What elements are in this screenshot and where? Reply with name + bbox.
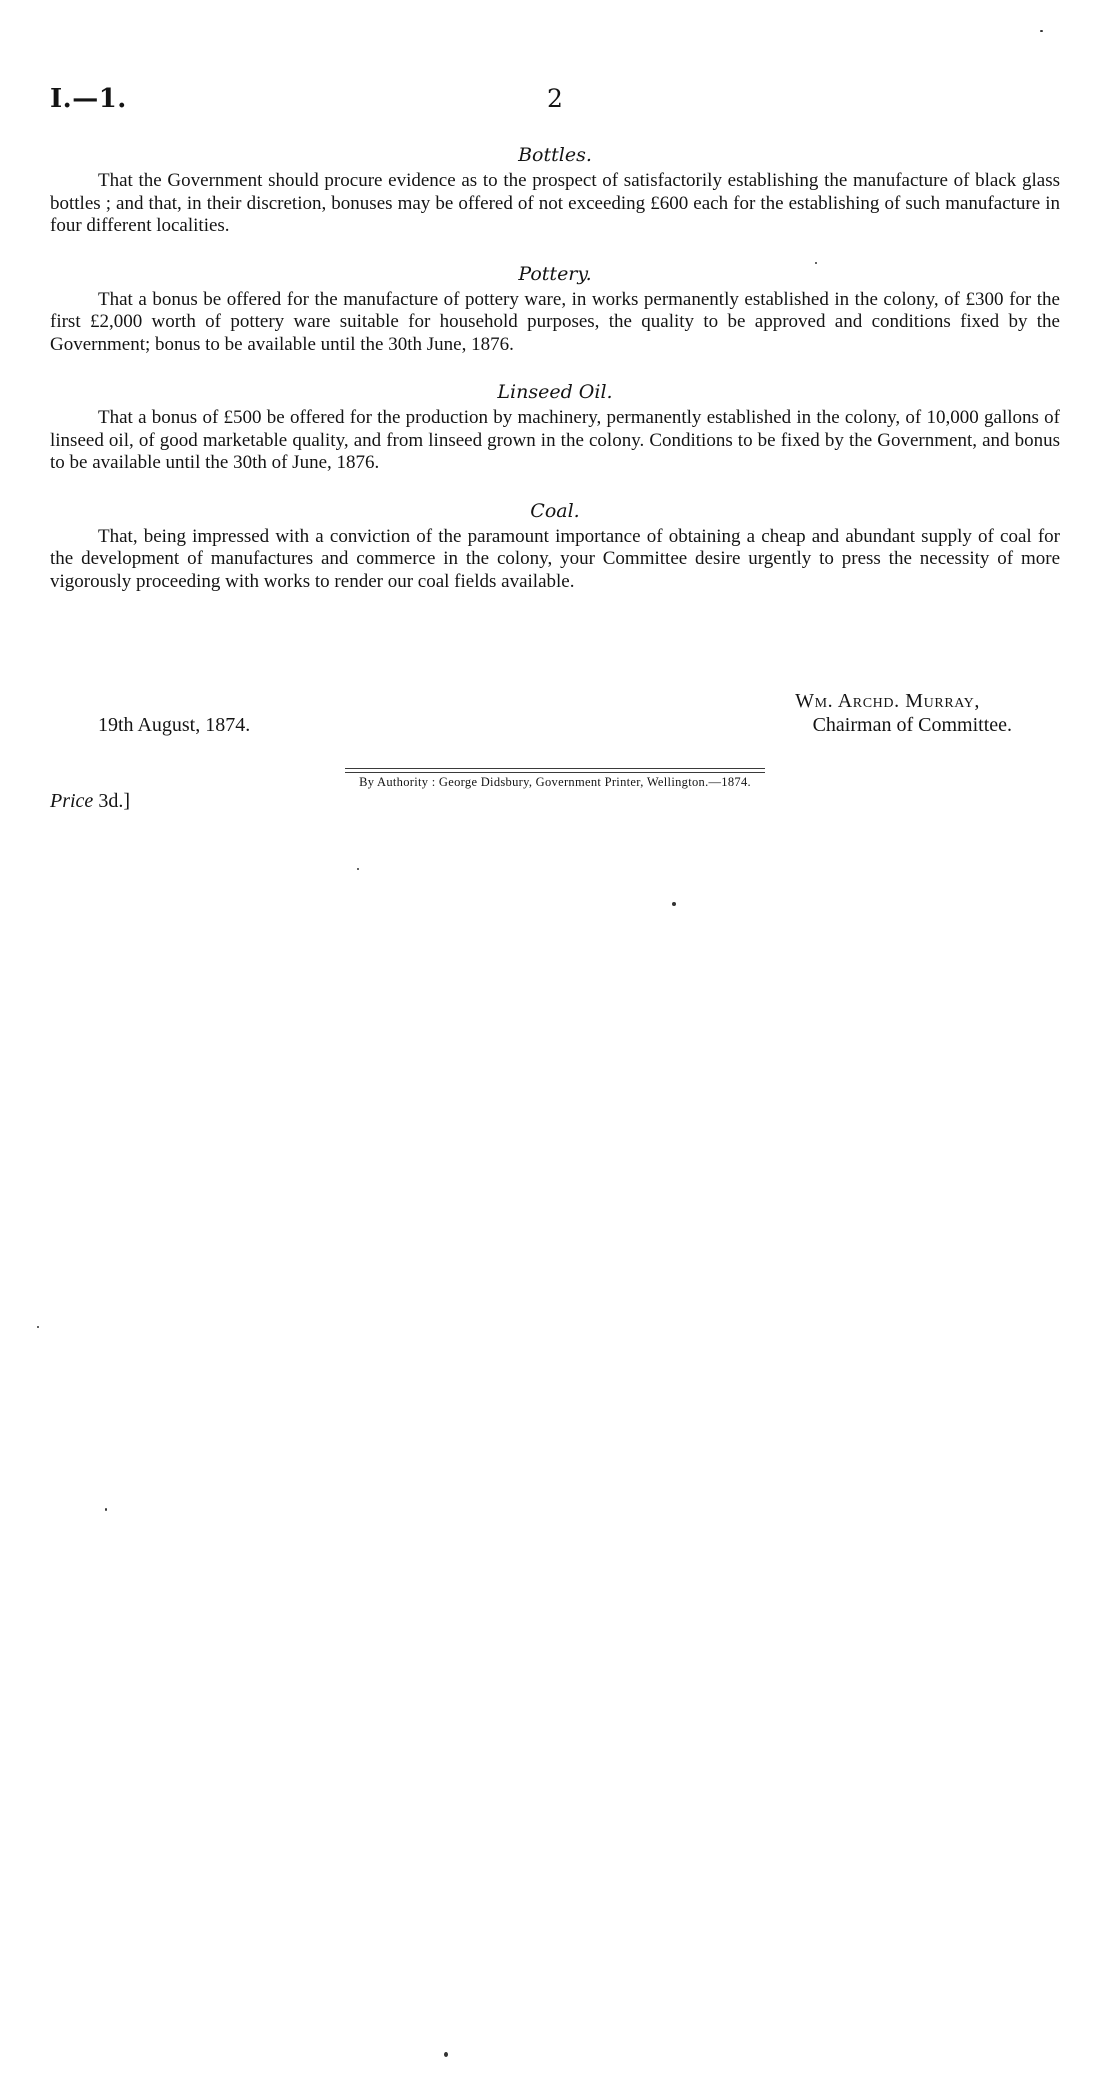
scan-speck bbox=[357, 868, 359, 870]
section-paragraph: That the Government should procure evidence as to the prospect of satisfactorily establishing the manufacture of black glass bottles ; and that, in their discretion, bonuses may be offered of not exceeding £600 each for the establishing of such manufacture in four different localities. bbox=[50, 170, 1060, 236]
divider-rule bbox=[345, 768, 765, 773]
section-bottles bbox=[50, 142, 1060, 238]
scan-speck bbox=[37, 1326, 39, 1328]
section-heading: Pottery. bbox=[518, 262, 592, 285]
scan-speck bbox=[1040, 30, 1043, 32]
page-number: 2 bbox=[547, 84, 563, 113]
price-note bbox=[50, 790, 130, 813]
document-page bbox=[50, 0, 1060, 2099]
section-paragraph: That a bonus be offered for the manufacture of pottery ware, in works permanently established in the colony, of £300 for the first £2,000 worth of pottery ware suitable for household purposes, the quality to be approved and conditions fixed by the Government; bonus to be available until the 30th June, 1876. bbox=[50, 288, 1060, 355]
price-value: 3d.] bbox=[93, 790, 130, 812]
document-date: 19th August, 1874. bbox=[98, 714, 251, 736]
section-paragraph: That, being impressed with a conviction of the paramount importance of obtaining a cheap and abundant supply of coal for the development of manufactures and commerce in the colony, your Committee desire urgently to press the necessity of more vigorously proceeding with works to render our coal fields available. bbox=[50, 525, 1060, 592]
price-label: Price bbox=[50, 790, 94, 812]
section-heading: Coal. bbox=[530, 499, 580, 522]
scan-speck bbox=[105, 1508, 107, 1511]
document-reference: I.—1. bbox=[50, 84, 127, 114]
signature-block bbox=[50, 690, 1060, 746]
scan-speck bbox=[815, 262, 817, 264]
signer-title: Chairman of Committee. bbox=[812, 714, 1012, 736]
scan-speck bbox=[672, 902, 676, 906]
section-pottery bbox=[50, 261, 1060, 357]
section-heading: Linseed Oil. bbox=[497, 381, 613, 403]
section-paragraph: That a bonus of £500 be offered for the production by machinery, permanently established in the colony, of 10,000 gallons of linseed oil, of good marketable quality, and from linseed grown in the colony. Conditions to be fixed by the Government, and bonus to be available until the 30th of June, 1876. bbox=[50, 407, 1060, 473]
printer-imprint: By Authority : George Didsbury, Government Printer, Wellington.—1874. bbox=[359, 775, 751, 789]
report-sections bbox=[50, 142, 1060, 616]
section-linseed-oil bbox=[50, 379, 1060, 475]
scan-speck bbox=[444, 2052, 448, 2057]
signer-name: Wm. Archd. Murray, bbox=[795, 690, 980, 712]
section-coal bbox=[50, 498, 1060, 594]
section-heading: Bottles. bbox=[518, 144, 592, 166]
